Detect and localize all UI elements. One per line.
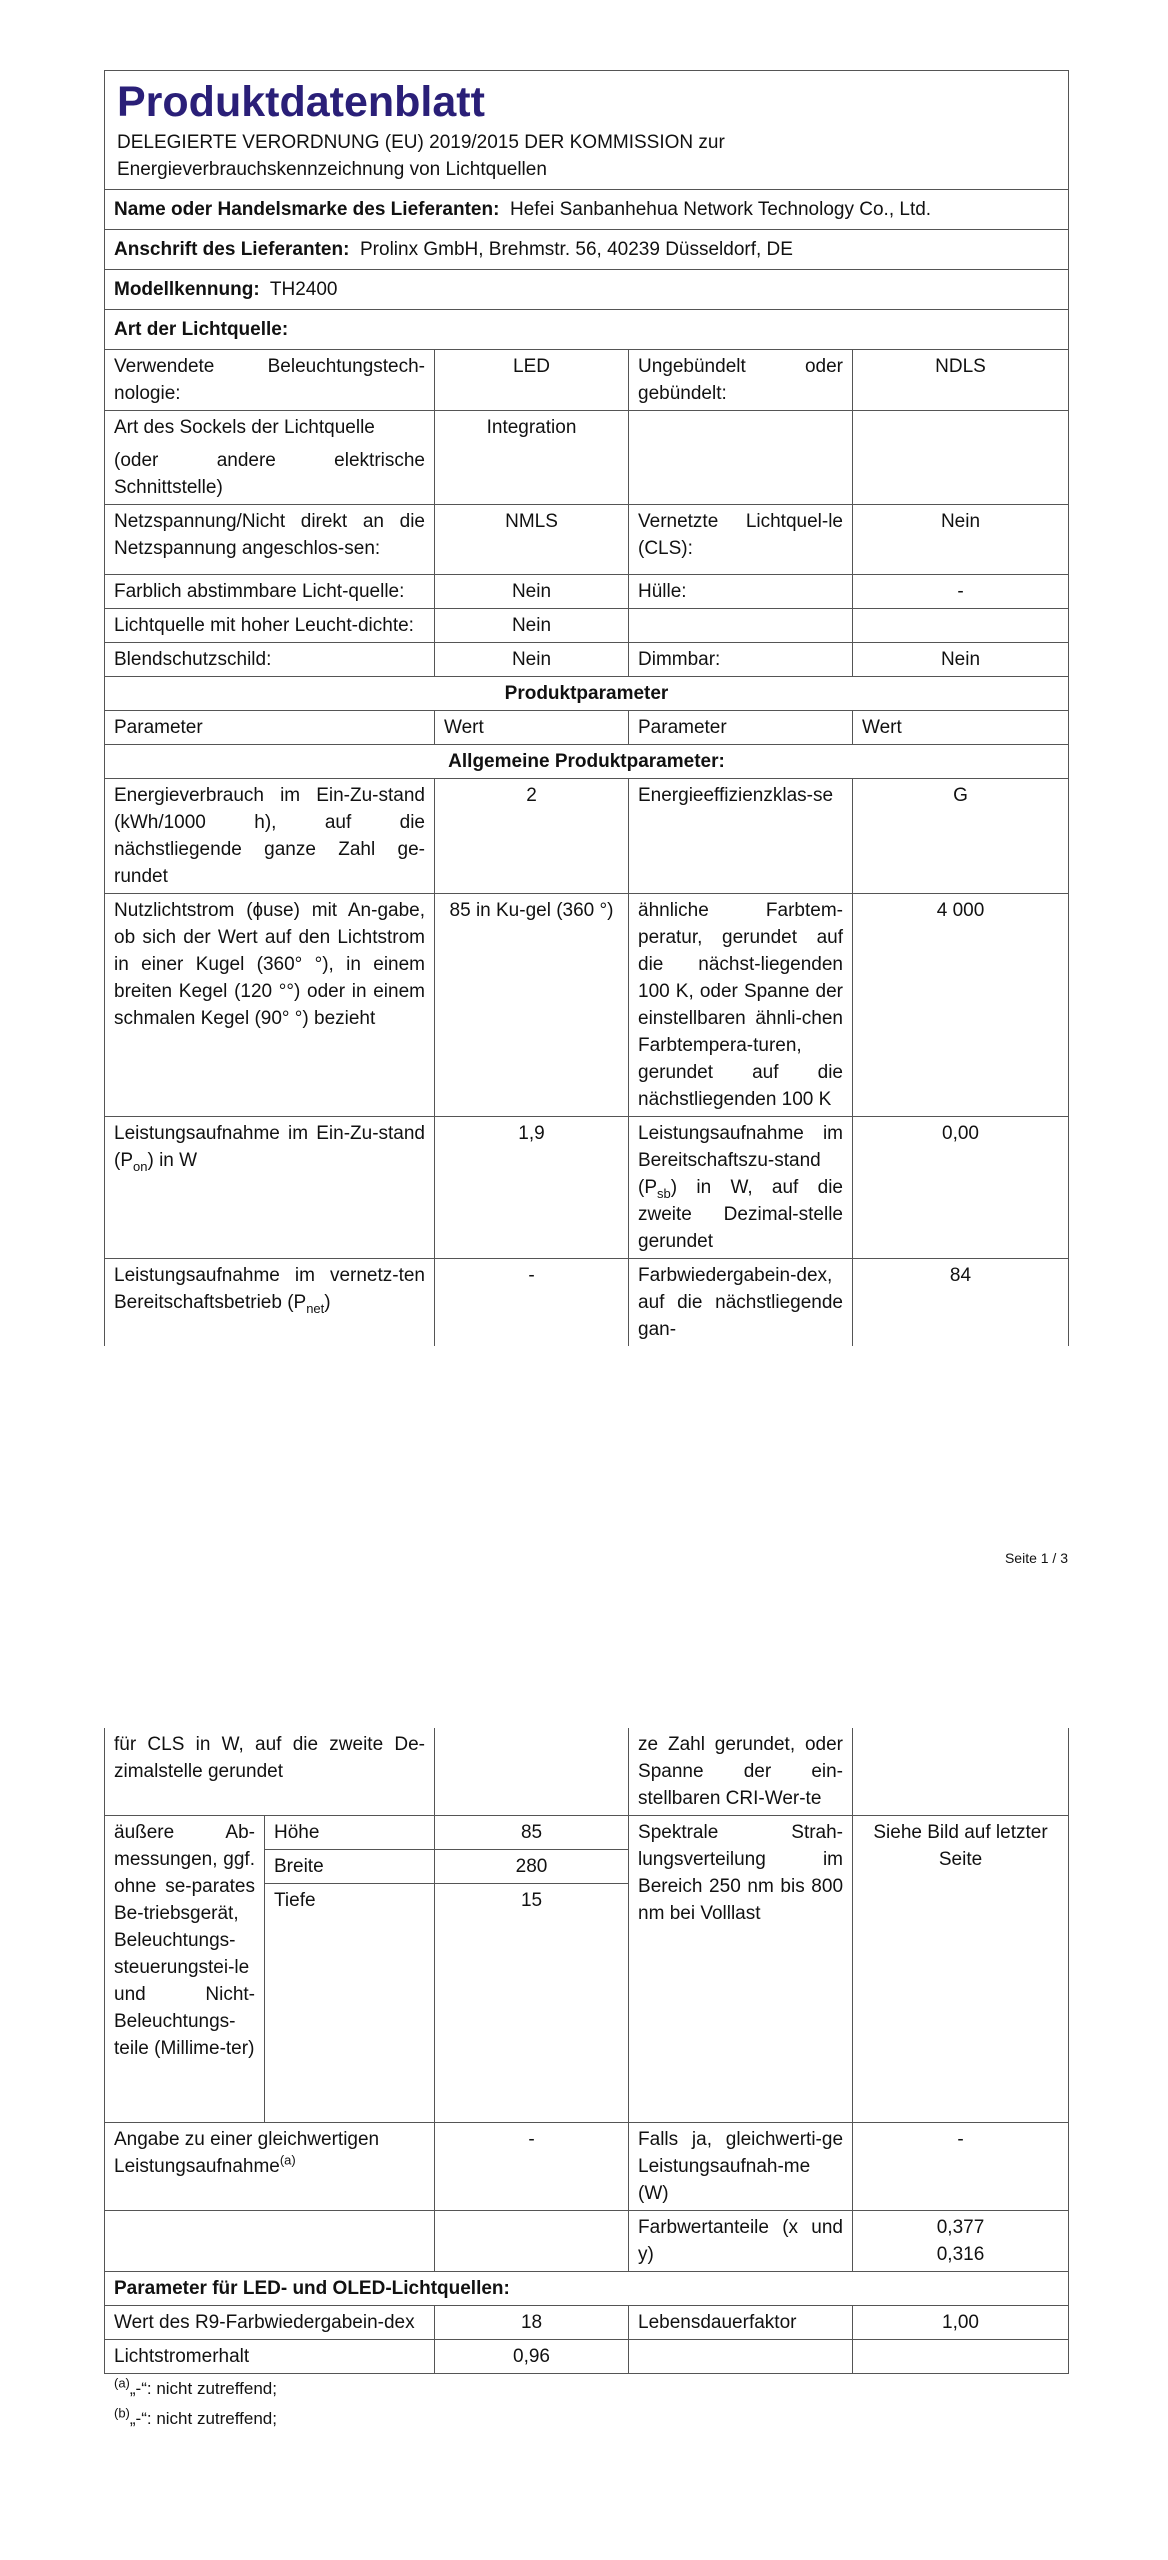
empty-cell [629, 609, 853, 643]
survival-factor-label: Lebensdauerfaktor [629, 2306, 853, 2340]
cri-label-cont: ze Zahl gerundet, oder Spanne der ein-stellbaren CRI-Wer-te [629, 1728, 853, 1816]
supplier-name-value: Hefei Sanbanhehua Network Technology Co., Ltd. [509, 199, 932, 220]
technology-label: Verwendete Beleuchtungstech-nologie: [105, 350, 435, 411]
empty-cell [435, 1728, 629, 1816]
depth-value: 15 [435, 1884, 629, 2123]
standby-power-label: Leistungsaufnahme im Bereitschaftszu-stand $(P_{sb})$ in W, auf die zweite Dezimal-stelle gerundet [629, 1117, 853, 1259]
col-header-value-2: Wert [853, 711, 1069, 745]
empty-cell [629, 411, 853, 505]
luminous-flux-value: 85 in Ku-gel (360 °) [435, 894, 629, 1117]
networked-standby-label: Leistungsaufnahme im vernetz-ten Bereitschaftsbetrieb $(P_{net})$ [105, 1259, 435, 1347]
energy-consumption-value: 2 [435, 779, 629, 894]
col-header-param-2: Parameter [629, 711, 853, 745]
product-params-heading: Produktparameter [105, 677, 1069, 711]
col-header-value: Wert [435, 711, 629, 745]
empty-cell [853, 609, 1069, 643]
depth-label: Tiefe [265, 1884, 435, 2123]
luminous-flux-label: Nutzlichtstrom (ɸuse) mit An-gabe, ob sich der Wert auf den Lichtstrom in einer Kugel (360° °), in einem breiten Kegel (120 °°) oder in einem schmalen Kegel (90° °) bezieht [105, 894, 435, 1117]
light-type-heading: Art der Lichtquelle: [105, 310, 1069, 350]
spectral-distribution-value: Siehe Bild auf letzter Seite [853, 1816, 1069, 2123]
title-cell [105, 71, 1069, 190]
lumen-maintenance-label: Lichtstromerhalt [105, 2340, 435, 2374]
page-title: Produktdatenblatt [117, 78, 485, 126]
r9-value: 18 [435, 2306, 629, 2340]
glare-shield-label: Blendschutzschild: [105, 643, 435, 677]
colour-temperature-value: 4 000 [853, 894, 1069, 1117]
r9-label: Wert des R9-Farbwiedergabein-dex [105, 2306, 435, 2340]
cap-type-cell [105, 411, 435, 505]
datasheet-table-page-2 [104, 1728, 1069, 2374]
dimensions-label: äußere Ab-messungen, ggf. ohne se-parates Be-triebsgerät, Beleuchtungs-steuerungstei-le und Nicht-Beleuchtungs-teile (Millime-ter) [105, 1816, 265, 2123]
lumen-maintenance-value: 0,96 [435, 2340, 629, 2374]
height-label: Höhe [265, 1816, 435, 1850]
networked-standby-label-cont: für CLS in W, auf die zweite De-zimalstelle gerundet [105, 1728, 435, 1816]
efficiency-class-label: Energieeffizienzklas-se [629, 779, 853, 894]
width-label: Breite [265, 1850, 435, 1884]
supplier-address-row [105, 230, 1069, 270]
cap-type-value: Integration [435, 411, 629, 505]
standby-power-value: 0,00 [853, 1117, 1069, 1259]
dimmable-value: Nein [853, 643, 1069, 677]
mains-value: NMLS [435, 505, 629, 575]
connected-label: Vernetzte Lichtquel-le (CLS): [629, 505, 853, 575]
chromaticity-y: 0,316 [936, 2244, 985, 2265]
efficiency-class-value: G [853, 779, 1069, 894]
directional-value: NDLS [853, 350, 1069, 411]
supplier-address-label: Anschrift des Lieferanten: [114, 239, 350, 260]
on-mode-power-label: Leistungsaufnahme im Ein-Zu-stand $(P_{on})$ in W [105, 1117, 435, 1259]
equivalent-power-label: Falls ja, gleichwerti-ge Leistungsaufnah-me (W) [629, 2123, 853, 2211]
envelope-value: - [853, 575, 1069, 609]
high-luminance-value: Nein [435, 609, 629, 643]
chromaticity-value [853, 2211, 1069, 2272]
glare-shield-value: Nein [435, 643, 629, 677]
networked-standby-value: - [435, 1259, 629, 1347]
empty-cell [853, 2340, 1069, 2374]
chromaticity-x: 0,377 [936, 2217, 985, 2238]
width-value: 280 [435, 1850, 629, 1884]
supplier-name-label: Name oder Handelsmarke des Lieferanten: [114, 199, 500, 220]
general-params-heading: Allgemeine Produktparameter: [105, 745, 1069, 779]
on-mode-power-value: 1,9 [435, 1117, 629, 1259]
chromaticity-label: Farbwertanteile (x und y) [629, 2211, 853, 2272]
datasheet-table-page-1 [104, 70, 1069, 1346]
colour-tunable-value: Nein [435, 575, 629, 609]
empty-cell [105, 2211, 435, 2272]
empty-cell [629, 2340, 853, 2374]
equivalent-power-value: - [853, 2123, 1069, 2211]
height-value: 85 [435, 1816, 629, 1850]
equivalent-power-claim-value: - [435, 2123, 629, 2211]
cap-type-label: Art des Sockels der Lichtquelle [114, 417, 375, 438]
page-2 [104, 1728, 1068, 2434]
empty-cell [853, 1728, 1069, 1816]
footnote-b: $^{(b)}$„-“: nicht zutreffend; [114, 2405, 277, 2428]
supplier-address-value: Prolinx GmbH, Brehmstr. 56, 40239 Düsseldorf, DE [360, 239, 793, 260]
equivalent-power-claim-label: Angabe zu einer gleichwertigen Leistungsaufnahme$^{(a)}$ [105, 2123, 435, 2211]
mains-label: Netzspannung/Nicht direkt an die Netzspannung angeschlos-sen: [105, 505, 435, 575]
colour-tunable-label: Farblich abstimmbare Licht-quelle: [105, 575, 435, 609]
energy-consumption-label: Energieverbrauch im Ein-Zu-stand (kWh/1000 h), auf die nächstliegende ganze Zahl ge-rundet [105, 779, 435, 894]
col-header-param: Parameter [105, 711, 435, 745]
footnote-a: $^{(a)}$„-“: nicht zutreffend; [114, 2375, 277, 2398]
led-params-heading: Parameter für LED- und OLED-Lichtquellen: [105, 2272, 1069, 2306]
spectral-distribution-label: Spektrale Strah-lungsverteilung im Bereich 250 nm bis 800 nm bei Volllast [629, 1816, 853, 2123]
empty-cell [853, 411, 1069, 505]
cap-type-label-2: (oder andere elektrische Schnittstelle) [114, 450, 425, 498]
model-row [105, 270, 1069, 310]
page-1 [104, 70, 1068, 1566]
page-number: Seite 1 / 3 [1004, 1550, 1068, 1566]
regulation-subtitle: DELEGIERTE VERORDNUNG (EU) 2019/2015 DER KOMMISSION zur Energieverbrauchskennzeichnung von Lichtquellen [117, 132, 725, 180]
high-luminance-label: Lichtquelle mit hoher Leucht-dichte: [105, 609, 435, 643]
model-value: TH2400 [269, 279, 338, 300]
directional-label: Ungebündelt oder gebündelt: [629, 350, 853, 411]
technology-value: LED [435, 350, 629, 411]
model-label: Modellkennung: [114, 279, 260, 300]
cri-label: Farbwiedergabein-dex, auf die nächstliegende gan- [629, 1259, 853, 1347]
envelope-label: Hülle: [629, 575, 853, 609]
survival-factor-value: 1,00 [853, 2306, 1069, 2340]
supplier-name-row [105, 190, 1069, 230]
dimmable-label: Dimmbar: [629, 643, 853, 677]
colour-temperature-label: ähnliche Farbtem-peratur, gerundet auf die nächst-liegenden 100 K, oder Spanne der einstellbaren ähnli-chen Farbtempera-turen, gerundet auf die nächstliegenden 100 K [629, 894, 853, 1117]
empty-cell [435, 2211, 629, 2272]
connected-value: Nein [853, 505, 1069, 575]
cri-value: 84 [853, 1259, 1069, 1347]
